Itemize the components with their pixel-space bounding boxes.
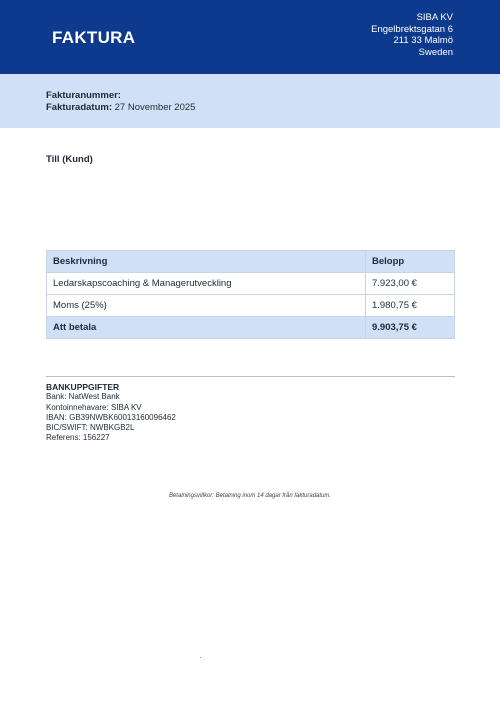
- table-row: [47, 295, 455, 317]
- recipient-label: Till (Kund): [46, 154, 93, 165]
- invoice-date-label: Fakturadatum:: [46, 102, 112, 113]
- payment-reference: Referens: 156227: [46, 433, 110, 443]
- row-amount: 1.980,75 €: [366, 295, 455, 317]
- bank-details: [46, 382, 176, 444]
- bank-name: Bank: NatWest Bank: [46, 392, 120, 402]
- total-amount: 9.903,75 €: [366, 317, 455, 339]
- row-description: Moms (25%): [47, 295, 366, 317]
- bank-title: BANKUPPGIFTER: [46, 382, 120, 392]
- company-street: Engelbrektsgatan 6: [371, 23, 453, 35]
- invoice-number-label: Fakturanummer:: [46, 90, 121, 101]
- company-name: SIBA KV: [416, 12, 453, 23]
- row-description: Ledarskapscoaching & Managerutveckling: [47, 273, 366, 295]
- company-country: Sweden: [418, 46, 453, 58]
- divider: [46, 376, 455, 377]
- invoice-date-value: 27 November 2025: [114, 102, 196, 113]
- invoice-number-row: [46, 90, 121, 101]
- table-row: [47, 273, 455, 295]
- iban: IBAN: GB39NWBK60013160096462: [46, 412, 176, 422]
- company-address: [371, 12, 453, 58]
- payment-terms: Betalningsvillkor: Betalning inom 14 dagar från fakturadatum.: [168, 493, 332, 499]
- total-description: Att betala: [47, 317, 366, 339]
- table-header-row: [47, 251, 455, 273]
- invoice-title: FAKTURA: [52, 28, 136, 47]
- invoice-meta: [0, 74, 500, 128]
- row-amount: 7.923,00 €: [366, 273, 455, 295]
- total-row: [47, 317, 455, 339]
- header-description: Beskrivning: [47, 251, 366, 273]
- header-amount: Belopp: [366, 251, 455, 273]
- account-holder: Kontoinnehavare: SIBA KV: [46, 402, 142, 412]
- company-city: 211 33 Malmö: [393, 35, 453, 47]
- items-table: [46, 250, 455, 339]
- invoice-header: [0, 0, 500, 74]
- invoice-date-row: [46, 102, 195, 113]
- footer-mark: [200, 657, 201, 658]
- bic-swift: BIC/SWIFT: NWBKGB2L: [46, 423, 135, 433]
